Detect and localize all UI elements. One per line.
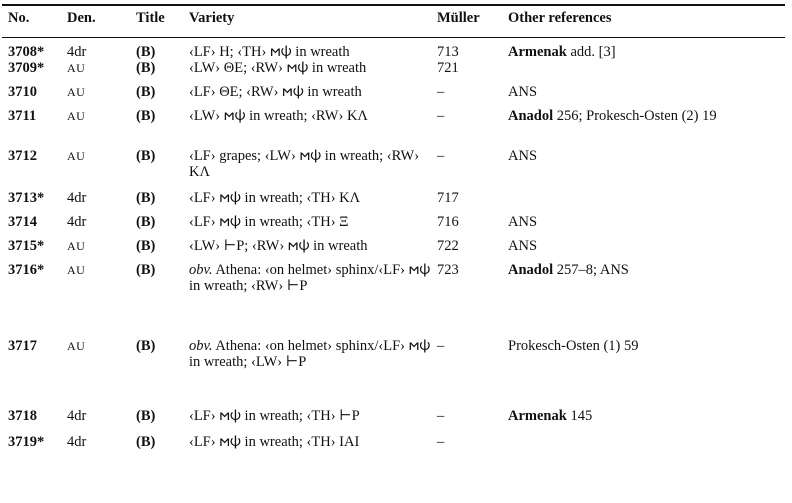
cell-den <box>61 338 130 408</box>
variety-text: ‹LF› 𐌼𐌸 in wreath; ‹TH› ΙΑΙ <box>189 434 360 450</box>
cell-den <box>61 262 130 338</box>
cell-other-references <box>502 148 785 190</box>
reference-text: 256; Prokesch-Osten (2) 19 <box>553 108 717 124</box>
cell-variety <box>183 408 431 434</box>
cell-no: 3719* <box>8 434 45 450</box>
cell-muller: 713 <box>437 44 459 60</box>
cell-other-references <box>502 238 785 262</box>
cell-variety <box>183 338 431 408</box>
reference-text: 145 <box>566 408 593 424</box>
cell-title: (B) <box>136 408 156 424</box>
cell-no: 3708* <box>8 44 45 60</box>
variety-obverse-label: obv. <box>189 262 213 278</box>
cell-den <box>61 214 130 238</box>
cell-variety <box>183 148 431 190</box>
table-row <box>2 214 785 238</box>
cell-other-references <box>502 190 785 214</box>
variety-text: ‹LF› ΘΕ; ‹RW› 𐌼𐌸 in wreath <box>189 84 362 100</box>
cell-title: (B) <box>136 214 156 230</box>
top-rule <box>2 4 785 6</box>
table-row <box>2 434 785 458</box>
header-muller: Müller <box>437 10 480 26</box>
coin-catalog-table <box>2 10 785 458</box>
reference-text: ANS <box>508 148 538 164</box>
den-value: AU <box>67 85 86 99</box>
cell-title: (B) <box>136 338 156 354</box>
cell-den <box>61 238 130 262</box>
cell-muller: 721 <box>437 60 459 76</box>
variety-text: ‹LW› ⊢Ρ; ‹RW› 𐌼𐌸 in wreath <box>189 238 368 254</box>
cell-title: (B) <box>136 108 156 124</box>
cell-variety <box>183 262 431 338</box>
den-value: 4dr <box>67 408 87 424</box>
variety-text: Athena: ‹on helmet› sphinx/‹LF› 𐌼𐌸 in wreath; ‹RW› ⊢Ρ <box>189 262 431 294</box>
den-value: AU <box>67 109 86 123</box>
cell-no: 3716* <box>8 262 45 278</box>
cell-no: 3710 <box>8 84 37 100</box>
cell-other-references <box>502 34 785 60</box>
reference-text: add. [3] <box>566 44 616 60</box>
cell-no: 3709* <box>8 60 45 76</box>
cell-variety <box>183 190 431 214</box>
cell-den <box>61 434 130 458</box>
cell-den <box>61 60 130 84</box>
variety-text: Athena: ‹on helmet› sphinx/‹LF› 𐌼𐌸 in wreath; ‹LW› ⊢Ρ <box>189 338 431 370</box>
cell-no: 3715* <box>8 238 45 254</box>
cell-variety <box>183 60 431 84</box>
cell-den <box>61 84 130 108</box>
cell-title: (B) <box>136 60 156 76</box>
variety-text: ‹LF› 𐌼𐌸 in wreath; ‹TH› ΚΛ <box>189 190 361 206</box>
reference-text: ANS <box>508 238 538 254</box>
den-value: AU <box>67 61 86 75</box>
cell-muller: – <box>437 148 445 164</box>
cell-den <box>61 148 130 190</box>
cell-no: 3718 <box>8 408 37 424</box>
cell-title: (B) <box>136 190 156 206</box>
header-variety: Variety <box>189 10 235 26</box>
cell-den <box>61 34 130 60</box>
cell-muller: – <box>437 408 445 424</box>
den-value: 4dr <box>67 44 87 60</box>
table-row <box>2 60 785 84</box>
reference-text: 257–8; ANS <box>553 262 629 278</box>
reference-text: ANS <box>508 214 538 230</box>
header-title: Title <box>136 10 165 26</box>
table-row <box>2 148 785 190</box>
cell-den <box>61 190 130 214</box>
reference-source: Anadol <box>508 262 554 278</box>
cell-no: 3713* <box>8 190 45 206</box>
cell-title: (B) <box>136 84 156 100</box>
cell-other-references <box>502 434 785 458</box>
den-value: 4dr <box>67 190 87 206</box>
den-value: 4dr <box>67 214 87 230</box>
cell-no: 3714 <box>8 214 37 230</box>
table-row <box>2 262 785 338</box>
cell-variety <box>183 108 431 148</box>
cell-other-references <box>502 60 785 84</box>
cell-title: (B) <box>136 44 156 60</box>
cell-muller: 716 <box>437 214 459 230</box>
cell-title: (B) <box>136 238 156 254</box>
den-value: AU <box>67 149 86 163</box>
header-no: No. <box>8 10 30 26</box>
table-row <box>2 84 785 108</box>
cell-variety <box>183 214 431 238</box>
cell-other-references <box>502 408 785 434</box>
variety-text: ‹LF› H; ‹TH› 𐌼𐌸 in wreath <box>189 44 350 60</box>
reference-text: Prokesch-Osten (1) 59 <box>508 338 639 354</box>
cell-title: (B) <box>136 148 156 164</box>
cell-muller: 717 <box>437 190 459 206</box>
table-row <box>2 190 785 214</box>
cell-variety <box>183 34 431 60</box>
cell-muller: – <box>437 338 445 354</box>
reference-source: Anadol <box>508 108 554 124</box>
reference-source: Armenak <box>508 408 567 424</box>
den-value: 4dr <box>67 434 87 450</box>
cell-variety <box>183 238 431 262</box>
cell-muller: 722 <box>437 238 459 254</box>
cell-title: (B) <box>136 262 156 278</box>
variety-text: ‹LW› 𐌼𐌸 in wreath; ‹RW› ΚΛ <box>189 108 368 124</box>
cell-no: 3712 <box>8 148 37 164</box>
table-row <box>2 338 785 408</box>
cell-muller: – <box>437 84 445 100</box>
variety-obverse-label: obv. <box>189 338 213 354</box>
cell-other-references <box>502 108 785 148</box>
cell-other-references <box>502 84 785 108</box>
cell-other-references <box>502 338 785 408</box>
cell-muller: – <box>437 434 445 450</box>
table-row <box>2 34 785 60</box>
reference-text: ANS <box>508 84 538 100</box>
cell-other-references <box>502 214 785 238</box>
cell-other-references <box>502 262 785 338</box>
cell-no: 3711 <box>8 108 37 124</box>
cell-variety <box>183 84 431 108</box>
reference-source: Armenak <box>508 44 567 60</box>
cell-den <box>61 408 130 434</box>
cell-variety <box>183 434 431 458</box>
table-row <box>2 238 785 262</box>
cell-no: 3717 <box>8 338 37 354</box>
cell-den <box>61 108 130 148</box>
header-other-references: Other references <box>508 10 612 26</box>
table-row <box>2 108 785 148</box>
den-value: AU <box>67 263 86 277</box>
cell-muller: – <box>437 108 445 124</box>
cell-muller: 723 <box>437 262 459 278</box>
header-den: Den. <box>67 10 96 26</box>
cell-title: (B) <box>136 434 156 450</box>
variety-text: ‹LF› grapes; ‹LW› 𐌼𐌸 in wreath; ‹RW› ΚΛ <box>189 148 420 180</box>
den-value: AU <box>67 239 86 253</box>
variety-text: ‹LW› ΘΕ; ‹RW› 𐌼𐌸 in wreath <box>189 60 367 76</box>
variety-text: ‹LF› 𐌼𐌸 in wreath; ‹TH› Ξ <box>189 214 349 230</box>
den-value: AU <box>67 339 86 353</box>
header-row <box>2 10 785 34</box>
table-row <box>2 408 785 434</box>
variety-text: ‹LF› 𐌼𐌸 in wreath; ‹TH› ⊢Ρ <box>189 408 360 424</box>
